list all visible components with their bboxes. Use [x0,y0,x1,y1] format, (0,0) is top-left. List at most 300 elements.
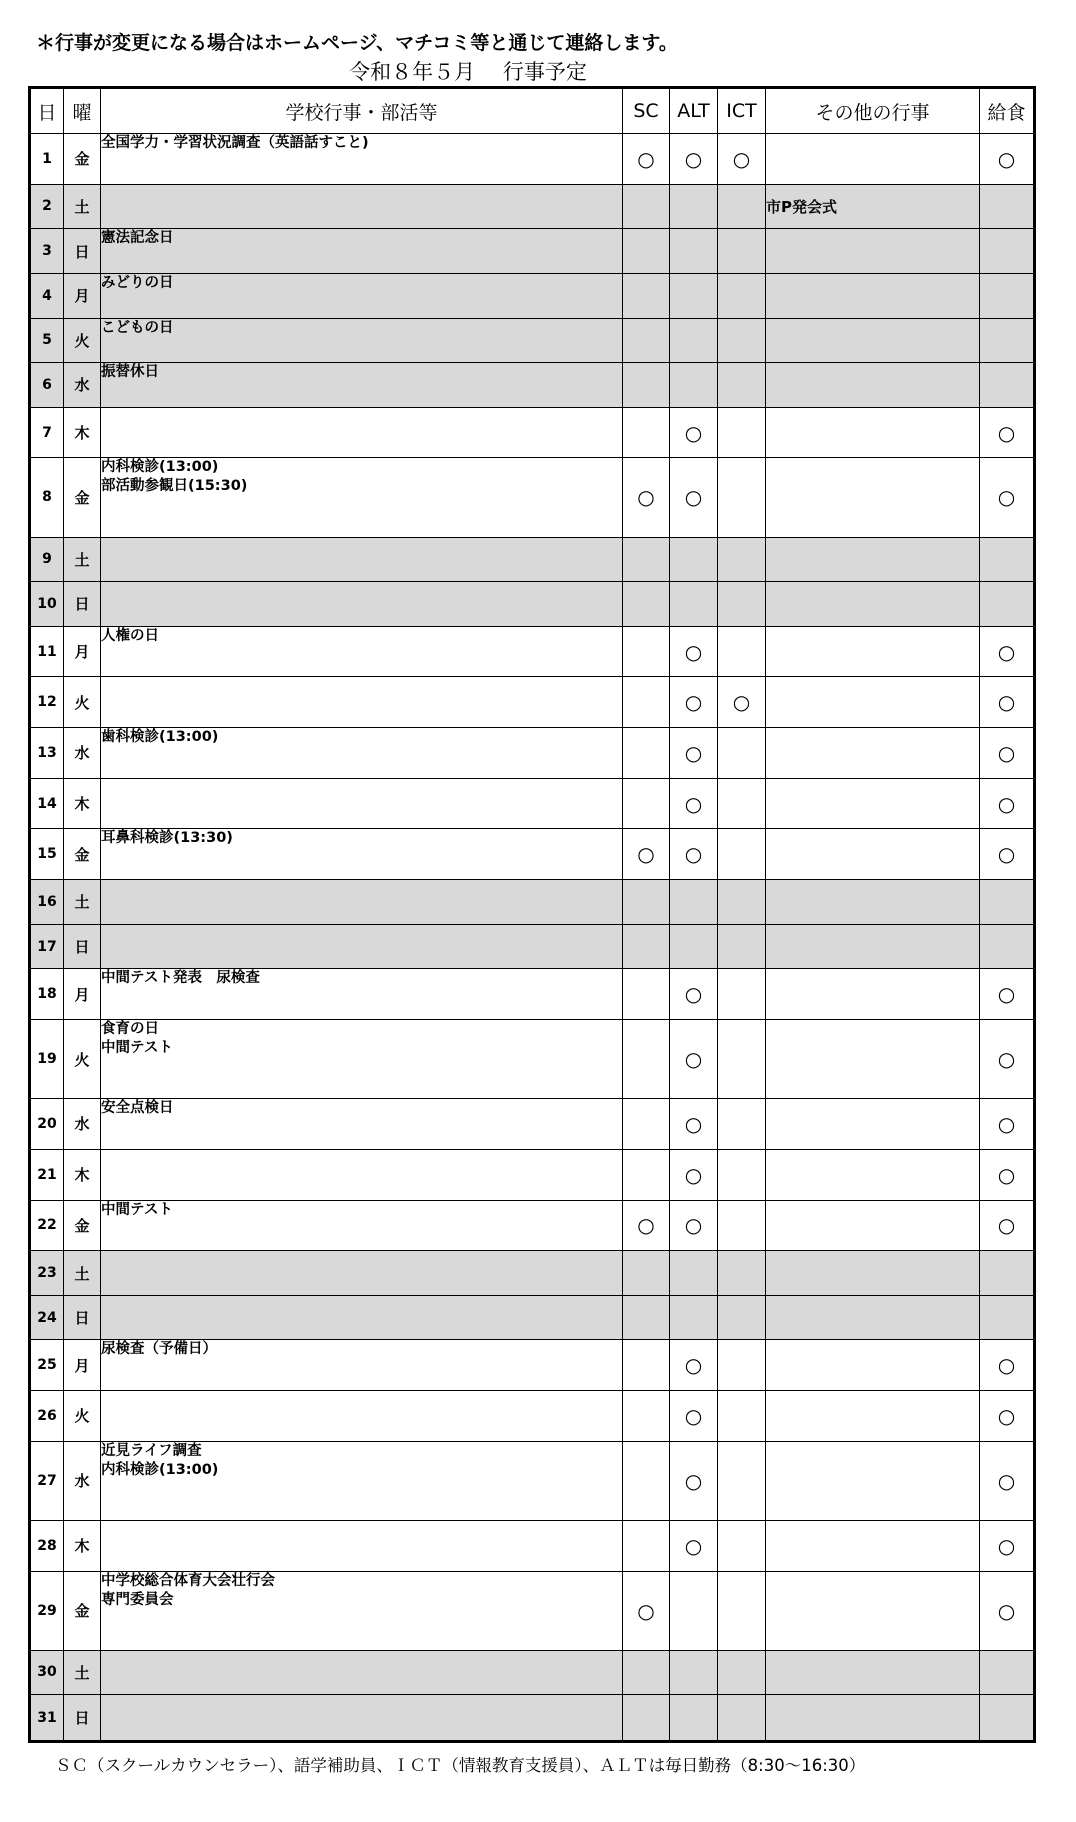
table-row [30,1571,1035,1650]
event-line: 中学校総合体育大会壮行会 [101,1572,275,1589]
alt-mark: ○ [684,690,703,715]
weekday-cell: 火 [64,1391,101,1442]
events-cell [101,1295,623,1340]
other-events-cell [766,134,980,185]
other-events-cell: 市P発会式 [766,184,980,229]
lunch-cell [980,1200,1035,1251]
sc-cell [623,829,670,880]
events-cell [101,880,623,925]
table-row [30,677,1035,728]
weekday-cell: 土 [64,1650,101,1695]
alt-mark: ○ [684,1111,703,1136]
day-cell: 19 [30,1020,64,1099]
other-events-cell [766,273,980,318]
sc-cell [623,626,670,677]
table-row [30,229,1035,274]
lunch-mark: ○ [997,690,1016,715]
day-cell: 26 [30,1391,64,1442]
weekday-cell: 日 [64,1695,101,1742]
ict-cell [718,458,766,537]
sc-cell [623,229,670,274]
alt-mark: ○ [684,842,703,867]
day-cell: 14 [30,778,64,829]
day-cell: 22 [30,1200,64,1251]
events-cell [101,1020,623,1099]
weekday-cell: 水 [64,363,101,408]
events-cell [101,273,623,318]
sc-cell [623,1020,670,1099]
events-cell [101,1695,623,1742]
other-events-cell [766,363,980,408]
sc-cell [623,273,670,318]
other-events-cell [766,728,980,779]
weekday-cell: 月 [64,626,101,677]
ict-cell [718,778,766,829]
ict-cell [718,924,766,969]
sc-cell [623,363,670,408]
event-line: 中間テスト [101,1040,173,1057]
sc-cell [623,1391,670,1442]
ict-cell [718,273,766,318]
alt-cell [670,273,718,318]
alt-mark: ○ [684,639,703,664]
day-cell: 10 [30,582,64,627]
lunch-mark: ○ [997,1213,1016,1238]
alt-cell [670,1295,718,1340]
alt-cell [670,829,718,880]
events-cell [101,677,623,728]
sc-cell [623,924,670,969]
ict-cell [718,407,766,458]
event-line: 憲法記念日 [101,230,174,247]
sc-cell [623,537,670,582]
sc-cell [623,1295,670,1340]
lunch-cell [980,924,1035,969]
other-events-cell [766,1391,980,1442]
other-events-cell [766,1441,980,1520]
weekday-cell: 木 [64,1520,101,1571]
events-cell [101,1099,623,1150]
events-cell [101,778,623,829]
other-events-cell [766,318,980,363]
ict-cell [718,582,766,627]
weekday-cell: 水 [64,1099,101,1150]
events-cell [101,1149,623,1200]
lunch-cell [980,1695,1035,1742]
sc-cell [623,318,670,363]
lunch-mark: ○ [997,639,1016,664]
ict-cell [718,728,766,779]
events-cell [101,626,623,677]
weekday-cell: 木 [64,1149,101,1200]
other-events-cell [766,969,980,1020]
sc-cell [623,677,670,728]
ict-cell [718,229,766,274]
other-events-cell [766,1251,980,1296]
lunch-cell [980,1520,1035,1571]
lunch-cell [980,184,1035,229]
day-cell: 24 [30,1295,64,1340]
sc-cell [623,778,670,829]
alt-mark: ○ [684,1162,703,1187]
events-cell [101,1650,623,1695]
sc-mark: ○ [637,146,655,171]
weekday-cell: 月 [64,273,101,318]
weekday-cell: 金 [64,1200,101,1251]
day-cell: 29 [30,1571,64,1650]
table-row [30,1650,1035,1695]
table-row [30,273,1035,318]
table-row [30,626,1035,677]
sc-cell [623,1520,670,1571]
event-line: 内科検診(13:00) [101,459,219,476]
sc-cell [623,582,670,627]
event-line: 人権の日 [101,627,159,644]
day-cell: 11 [30,626,64,677]
day-cell: 8 [30,458,64,537]
alt-mark: ○ [684,1468,703,1493]
lunch-mark: ○ [997,842,1016,867]
table-row [30,1251,1035,1296]
ict-cell [718,1099,766,1150]
ict-cell [718,829,766,880]
table-row [30,829,1035,880]
weekday-cell: 火 [64,677,101,728]
event-line: こどもの日 [101,319,174,336]
lunch-cell [980,407,1035,458]
alt-cell [670,407,718,458]
table-row [30,407,1035,458]
ict-cell [718,1520,766,1571]
ict-cell [718,626,766,677]
other-events-cell [766,537,980,582]
lunch-mark: ○ [997,485,1016,510]
weekday-cell: 月 [64,1340,101,1391]
alt-cell [670,969,718,1020]
other-events-cell [766,626,980,677]
ict-mark: ○ [732,146,751,171]
sc-cell [623,1650,670,1695]
lunch-cell [980,1571,1035,1650]
day-cell: 28 [30,1520,64,1571]
event-line: 全国学力・学習状況調査（英語話すこと) [101,135,369,151]
day-cell: 5 [30,318,64,363]
lunch-mark: ○ [997,146,1016,171]
table-row [30,1441,1035,1520]
col-header-ict: ICT [718,88,766,134]
ict-cell [718,1571,766,1650]
col-header-lunch: 給食 [980,88,1035,134]
events-cell [101,1391,623,1442]
page-title [0,56,1076,86]
event-line: みどりの日 [101,274,174,291]
day-cell: 3 [30,229,64,274]
col-header-other: その他の行事 [766,88,980,134]
weekday-cell: 水 [64,1441,101,1520]
lunch-mark: ○ [997,1162,1016,1187]
sc-cell [623,1099,670,1150]
weekday-cell: 土 [64,1251,101,1296]
ict-cell [718,363,766,408]
day-cell: 7 [30,407,64,458]
events-cell [101,229,623,274]
alt-mark: ○ [684,1403,703,1428]
table-row [30,1340,1035,1391]
alt-cell [670,677,718,728]
alt-mark: ○ [684,485,703,510]
ict-cell [718,1695,766,1742]
day-cell: 9 [30,537,64,582]
sc-mark: ○ [637,842,655,867]
ict-cell [718,1391,766,1442]
day-cell: 13 [30,728,64,779]
other-events-cell [766,1695,980,1742]
schedule-table [28,86,1036,1743]
day-cell: 21 [30,1149,64,1200]
ict-cell [718,537,766,582]
day-cell: 6 [30,363,64,408]
sc-cell [623,1695,670,1742]
ict-cell [718,969,766,1020]
lunch-cell [980,1295,1035,1340]
alt-cell [670,134,718,185]
lunch-mark: ○ [997,420,1016,445]
ict-cell [718,318,766,363]
col-header-sc: SC [623,88,670,134]
other-events-cell [766,924,980,969]
events-cell [101,1571,623,1650]
weekday-cell: 金 [64,829,101,880]
lunch-mark: ○ [997,1598,1016,1623]
events-cell [101,1200,623,1251]
col-header-alt: ALT [670,88,718,134]
other-events-cell [766,1571,980,1650]
ict-cell [718,1149,766,1200]
event-line: 尿検査（予備日） [101,1341,217,1358]
lunch-cell [980,1441,1035,1520]
alt-cell [670,582,718,627]
other-events-cell [766,1020,980,1099]
day-cell: 20 [30,1099,64,1150]
col-header-events: 学校行事・部活等 [101,88,623,134]
alt-cell [670,880,718,925]
sc-cell [623,1571,670,1650]
sc-cell [623,1251,670,1296]
other-events-cell [766,1650,980,1695]
alt-cell [670,778,718,829]
events-cell [101,458,623,537]
sc-cell [623,1340,670,1391]
events-cell [101,1520,623,1571]
lunch-cell [980,1391,1035,1442]
events-cell [101,728,623,779]
events-cell [101,924,623,969]
alt-mark: ○ [684,982,703,1007]
lunch-cell [980,363,1035,408]
ict-mark: ○ [732,690,751,715]
sc-cell [623,1441,670,1520]
lunch-cell [980,728,1035,779]
event-line: 専門委員会 [101,1591,174,1608]
events-cell [101,1251,623,1296]
day-cell: 17 [30,924,64,969]
ict-cell [718,1251,766,1296]
lunch-cell [980,318,1035,363]
table-row [30,1520,1035,1571]
alt-cell [670,1251,718,1296]
alt-cell [670,363,718,408]
table-row [30,728,1035,779]
ict-cell [718,1295,766,1340]
table-row [30,778,1035,829]
sc-cell [623,134,670,185]
table-row [30,184,1035,229]
table-row [30,1391,1035,1442]
day-cell: 2 [30,184,64,229]
day-cell: 18 [30,969,64,1020]
event-line: 耳鼻科検診(13:30) [101,830,233,847]
lunch-cell [980,1099,1035,1150]
day-cell: 1 [30,134,64,185]
alt-cell [670,1441,718,1520]
other-events-cell [766,1295,980,1340]
weekday-cell: 金 [64,458,101,537]
lunch-cell [980,626,1035,677]
events-cell [101,363,623,408]
table-row [30,1149,1035,1200]
other-events-cell [766,778,980,829]
sc-cell [623,728,670,779]
alt-cell [670,1149,718,1200]
table-row [30,363,1035,408]
alt-cell [670,1571,718,1650]
event-line: 振替休日 [101,364,159,381]
lunch-cell [980,537,1035,582]
ict-cell [718,1200,766,1251]
lunch-mark: ○ [997,740,1016,765]
lunch-cell [980,229,1035,274]
lunch-mark: ○ [997,1111,1016,1136]
lunch-mark: ○ [997,1353,1016,1378]
lunch-cell [980,969,1035,1020]
events-cell [101,582,623,627]
alt-mark: ○ [684,740,703,765]
other-events-cell [766,829,980,880]
event-line: 安全点検日 [101,1100,174,1117]
event-line: 内科検診(13:00) [101,1461,219,1478]
ict-cell [718,134,766,185]
lunch-mark: ○ [997,791,1016,816]
table-row [30,458,1035,537]
alt-cell [670,1520,718,1571]
lunch-cell [980,273,1035,318]
lunch-cell [980,1251,1035,1296]
alt-cell [670,924,718,969]
weekday-cell: 月 [64,969,101,1020]
alt-mark: ○ [684,1533,703,1558]
table-row [30,1295,1035,1340]
page-title-text: 令和８年５月 行事予定 [349,60,587,84]
weekday-cell: 日 [64,924,101,969]
other-events-cell [766,677,980,728]
other-events-cell [766,1200,980,1251]
day-cell: 30 [30,1650,64,1695]
event-line: 食育の日 [101,1021,159,1038]
sc-mark: ○ [637,1598,655,1623]
lunch-mark: ○ [997,1468,1016,1493]
lunch-mark: ○ [997,982,1016,1007]
other-events-cell [766,582,980,627]
events-cell [101,318,623,363]
weekday-cell: 木 [64,407,101,458]
event-line: 近見ライフ調査 [101,1442,202,1459]
events-cell [101,1441,623,1520]
sc-cell [623,458,670,537]
alt-cell [670,626,718,677]
sc-cell [623,969,670,1020]
lunch-mark: ○ [997,1403,1016,1428]
ict-cell [718,880,766,925]
other-events-cell [766,880,980,925]
ict-cell [718,677,766,728]
other-events-cell [766,1099,980,1150]
events-cell [101,407,623,458]
other-events-cell [766,1149,980,1200]
lunch-cell [980,778,1035,829]
lunch-mark: ○ [997,1047,1016,1072]
events-cell [101,537,623,582]
sc-cell [623,407,670,458]
alt-cell [670,1340,718,1391]
weekday-cell: 日 [64,1295,101,1340]
sc-cell [623,880,670,925]
alt-cell [670,1020,718,1099]
table-row [30,582,1035,627]
alt-cell [670,1695,718,1742]
day-cell: 16 [30,880,64,925]
sc-cell [623,184,670,229]
events-cell [101,829,623,880]
day-cell: 4 [30,273,64,318]
event-line: 中間テスト [101,1201,173,1218]
alt-mark: ○ [684,1353,703,1378]
weekday-cell: 金 [64,1571,101,1650]
other-events-cell [766,1520,980,1571]
day-cell: 12 [30,677,64,728]
event-line: 歯科検診(13:00) [101,729,219,746]
alt-cell [670,1391,718,1442]
alt-cell [670,1650,718,1695]
other-events-cell [766,229,980,274]
day-cell: 31 [30,1695,64,1742]
lunch-cell [980,582,1035,627]
weekday-cell: 木 [64,778,101,829]
sc-mark: ○ [637,485,655,510]
table-row [30,1099,1035,1150]
lunch-cell [980,1149,1035,1200]
weekday-cell: 水 [64,728,101,779]
table-row [30,924,1035,969]
lunch-cell [980,1650,1035,1695]
alt-cell [670,318,718,363]
lunch-cell [980,829,1035,880]
sc-cell [623,1149,670,1200]
lunch-cell [980,880,1035,925]
day-cell: 27 [30,1441,64,1520]
col-header-weekday: 曜 [64,88,101,134]
table-row [30,969,1035,1020]
alt-mark: ○ [684,1213,703,1238]
